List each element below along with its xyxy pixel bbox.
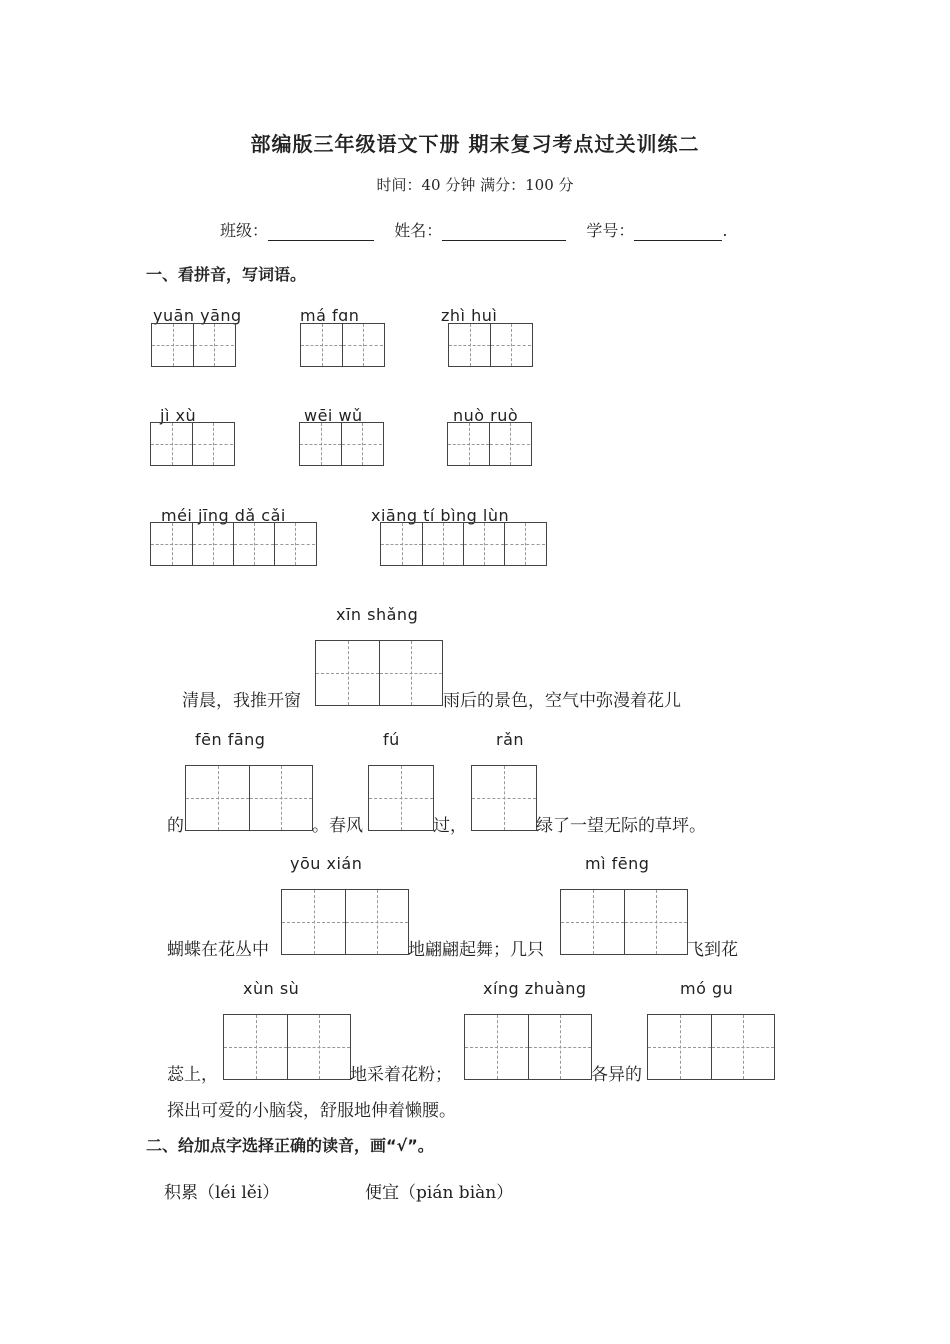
writing-grid[interactable]: [281, 889, 409, 955]
page-title: 部编版三年级语文下册 期末复习考点过关训练二: [250, 132, 700, 156]
writing-grid[interactable]: [300, 323, 385, 367]
passage-text: 。春风: [312, 816, 363, 836]
pinyin-label: wēi wǔ: [304, 406, 363, 425]
pinyin-label: yuān yāng: [153, 306, 242, 325]
writing-grid[interactable]: [185, 765, 313, 831]
id-field[interactable]: [634, 222, 722, 241]
writing-grid[interactable]: [223, 1014, 351, 1080]
section2-heading: 二、给加点字选择正确的读音，画“√”。: [146, 1136, 434, 1155]
section1-heading: 一、看拼音，写词语。: [146, 265, 307, 284]
writing-grid[interactable]: [151, 323, 236, 367]
name-label: 姓名：: [394, 221, 443, 240]
reading-choice-item[interactable]: 便宜（pián biàn）: [365, 1183, 514, 1203]
pinyin-label: rǎn: [496, 730, 525, 749]
pinyin-label: fú: [383, 730, 400, 749]
class-label: 班级：: [220, 221, 269, 240]
pinyin-label: nuò ruò: [453, 406, 519, 425]
writing-grid[interactable]: [647, 1014, 775, 1080]
passage-text: 地采着花粉；: [350, 1065, 452, 1085]
pinyin-label: xíng zhuàng: [483, 979, 587, 998]
passage-text: 蝴蝶在花丛中: [167, 940, 269, 960]
pinyin-label: fēn fāng: [195, 730, 266, 749]
writing-grid[interactable]: [560, 889, 688, 955]
writing-grid[interactable]: [299, 422, 384, 466]
passage-text: 蕊上，: [167, 1065, 218, 1085]
pinyin-label: má fɑn: [300, 306, 360, 325]
pinyin-label: méi jīng dǎ cǎi: [161, 506, 286, 525]
pinyin-label: xīn shǎng: [336, 605, 419, 624]
writing-grid[interactable]: [464, 1014, 592, 1080]
passage-text: 的: [167, 816, 184, 836]
writing-grid[interactable]: [315, 640, 443, 706]
writing-grid[interactable]: [380, 522, 547, 566]
passage-text: 地翩翩起舞；几只: [408, 940, 544, 960]
writing-grid[interactable]: [471, 765, 537, 831]
exam-meta: 时间：40 分钟 满分：100 分: [376, 176, 574, 194]
student-info-row: 班级： 姓名： 学号： .: [220, 221, 728, 240]
pinyin-label: yōu xián: [290, 854, 363, 873]
pinyin-label: jì xù: [160, 406, 197, 425]
passage-text: 绿了一望无际的草坪。: [536, 816, 706, 836]
id-label: 学号：: [586, 221, 635, 240]
pinyin-label: mì fēng: [585, 854, 650, 873]
passage-text: 过，: [433, 816, 467, 836]
name-field[interactable]: [442, 222, 566, 241]
pinyin-label: xùn sù: [243, 979, 300, 998]
pinyin-label: mó gu: [680, 979, 734, 998]
passage-text: 飞到花: [687, 940, 738, 960]
reading-choice-item[interactable]: 积累（léi lěi）: [164, 1183, 280, 1203]
passage-text: 清晨，我推开窗: [182, 691, 301, 711]
writing-grid[interactable]: [150, 522, 317, 566]
class-field[interactable]: [268, 222, 374, 241]
writing-grid[interactable]: [368, 765, 434, 831]
writing-grid[interactable]: [447, 422, 532, 466]
writing-grid[interactable]: [150, 422, 235, 466]
writing-grid[interactable]: [448, 323, 533, 367]
pinyin-label: zhì huì: [441, 306, 498, 325]
passage-text: 各异的: [591, 1065, 642, 1085]
pinyin-label: xiāng tí bìng lùn: [371, 506, 510, 525]
passage-text: 雨后的景色，空气中弥漫着花儿: [443, 691, 681, 711]
passage-text: 探出可爱的小脑袋，舒服地伸着懒腰。: [167, 1101, 456, 1121]
